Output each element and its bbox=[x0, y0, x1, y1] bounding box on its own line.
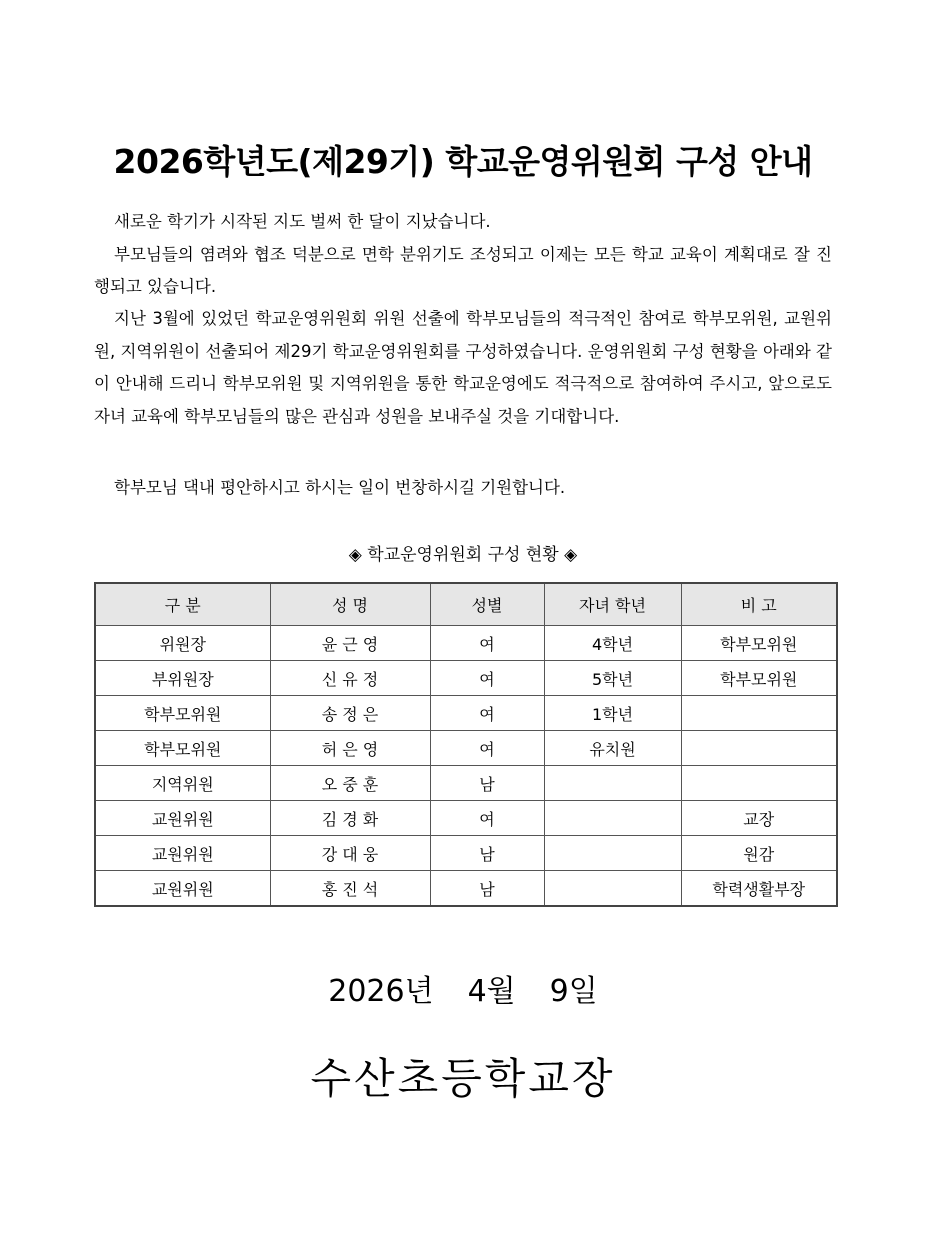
date-day: 9일 bbox=[549, 974, 598, 1009]
cell-gender: 남 bbox=[430, 836, 544, 871]
committee-paragraph bbox=[94, 303, 832, 433]
table-row bbox=[95, 766, 837, 801]
cell-name: 김 경 화 bbox=[270, 801, 430, 836]
committee-table bbox=[94, 582, 838, 907]
cell-name: 홍 진 석 bbox=[270, 871, 430, 907]
cell-remarks: 학력생활부장 bbox=[681, 871, 837, 907]
cell-name: 윤 근 영 bbox=[270, 626, 430, 661]
cell-remarks: 학부모위원 bbox=[681, 626, 837, 661]
cell-child-grade: 5학년 bbox=[544, 661, 681, 696]
cell-child-grade: 유치원 bbox=[544, 731, 681, 766]
cell-remarks bbox=[681, 731, 837, 766]
date-year: 2026년 bbox=[328, 974, 434, 1009]
table-caption: ◈ 학교운영위원회 구성 현황 ◈ bbox=[348, 545, 578, 565]
greeting-line-1: 새로운 학기가 시작된 지도 벌써 한 달이 지났습니다. bbox=[114, 212, 491, 231]
cell-remarks: 교장 bbox=[681, 801, 837, 836]
table-row bbox=[95, 836, 837, 871]
cell-category: 교원위원 bbox=[95, 801, 270, 836]
cell-name: 송 정 은 bbox=[270, 696, 430, 731]
cell-child-grade bbox=[544, 766, 681, 801]
greeting-line-2: 부모님들의 염려와 협조 덕분으로 면학 분위기도 조성되고 이제는 모든 학교 교육이 계획대로 잘 진행되고 있습니다. bbox=[94, 244, 832, 296]
cell-category: 학부모위원 bbox=[95, 696, 270, 731]
date-month: 4월 bbox=[467, 974, 516, 1009]
cell-remarks bbox=[681, 696, 837, 731]
table-row bbox=[95, 696, 837, 731]
header-remarks: 비 고 bbox=[681, 583, 837, 626]
document-date bbox=[0, 966, 926, 1010]
cell-gender: 남 bbox=[430, 871, 544, 907]
cell-category: 위원장 bbox=[95, 626, 270, 661]
header-category: 구 분 bbox=[95, 583, 270, 626]
table-row bbox=[95, 871, 837, 907]
closing-paragraph bbox=[94, 472, 832, 505]
cell-category: 학부모위원 bbox=[95, 731, 270, 766]
header-child-grade: 자녀 학년 bbox=[544, 583, 681, 626]
principal-signature: 수산초등학교장 bbox=[310, 1054, 616, 1103]
greeting-paragraph bbox=[94, 206, 832, 304]
cell-name: 허 은 영 bbox=[270, 731, 430, 766]
cell-gender: 여 bbox=[430, 661, 544, 696]
header-gender: 성별 bbox=[430, 583, 544, 626]
cell-child-grade: 1학년 bbox=[544, 696, 681, 731]
table-row bbox=[95, 626, 837, 661]
table-row bbox=[95, 801, 837, 836]
cell-category: 교원위원 bbox=[95, 871, 270, 907]
cell-gender: 여 bbox=[430, 801, 544, 836]
cell-name: 신 유 정 bbox=[270, 661, 430, 696]
cell-category: 교원위원 bbox=[95, 836, 270, 871]
cell-category: 지역위원 bbox=[95, 766, 270, 801]
table-header-row bbox=[95, 583, 837, 626]
cell-name: 강 대 웅 bbox=[270, 836, 430, 871]
cell-gender: 여 bbox=[430, 696, 544, 731]
committee-paragraph-text: 지난 3월에 있었던 학교운영위원회 위원 선출에 학부모님들의 적극적인 참여로 학부모위원, 교원위원, 지역위원이 선출되어 제29기 학교운영위원회를 구성하였습니다. 운영위원회 구성 현황을 아래와 같이 안내해 드리니 학부모위원 및 지역위원을 통한 학교운영에도 적극적으로 참여하여 주시고, 앞으로도 자녀 교육에 학부모님들의 많은 관심과 성원을 보내주실 것을 기대합니다. bbox=[94, 309, 832, 426]
header-name: 성 명 bbox=[270, 583, 430, 626]
cell-child-grade: 4학년 bbox=[544, 626, 681, 661]
cell-name: 오 중 훈 bbox=[270, 766, 430, 801]
table-row bbox=[95, 661, 837, 696]
cell-category: 부위원장 bbox=[95, 661, 270, 696]
cell-child-grade bbox=[544, 801, 681, 836]
closing-paragraph-text: 학부모님 댁내 평안하시고 하시는 일이 번창하시길 기원합니다. bbox=[114, 478, 566, 497]
cell-gender: 여 bbox=[430, 626, 544, 661]
document-title: 2026학년도(제29기) 학교운영위원회 구성 안내 bbox=[113, 142, 813, 181]
cell-gender: 여 bbox=[430, 731, 544, 766]
cell-remarks: 학부모위원 bbox=[681, 661, 837, 696]
cell-child-grade bbox=[544, 871, 681, 907]
cell-remarks: 원감 bbox=[681, 836, 837, 871]
cell-child-grade bbox=[544, 836, 681, 871]
cell-remarks bbox=[681, 766, 837, 801]
cell-gender: 남 bbox=[430, 766, 544, 801]
table-row bbox=[95, 731, 837, 766]
